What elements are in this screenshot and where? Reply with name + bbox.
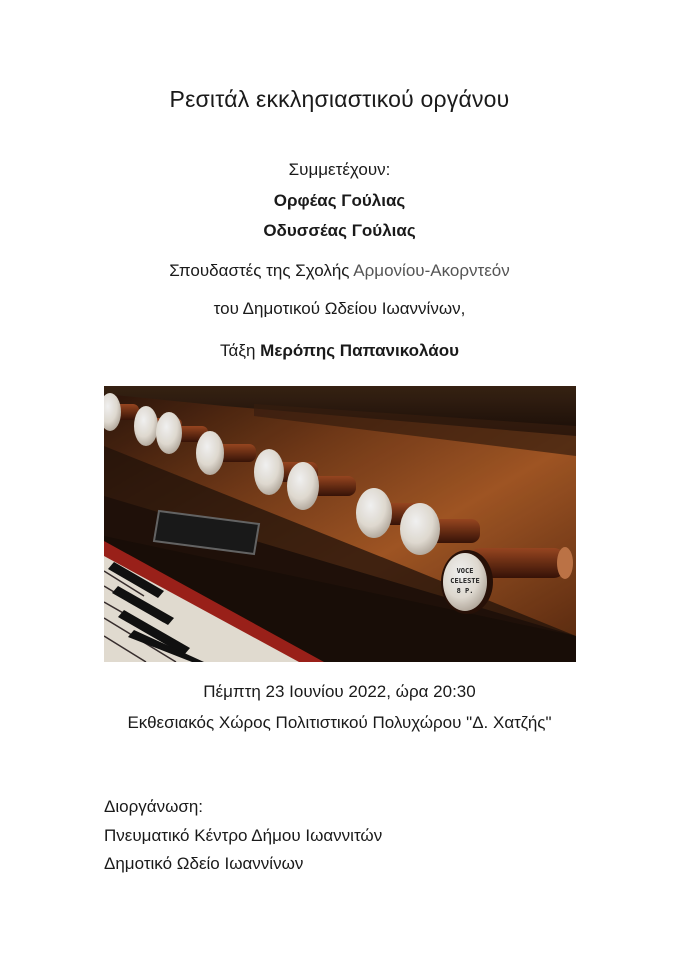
school-name: Αρμονίου-Ακορντεόν — [353, 261, 510, 280]
participants-label: Συμμετέχουν: — [288, 160, 391, 179]
class-line — [0, 341, 679, 361]
performer-name: Ορφέας Γούλιας — [273, 191, 406, 210]
knob-label: 8 P. — [456, 587, 474, 595]
class-prefix: Τάξη — [220, 341, 261, 360]
organization-label: Διοργάνωση: — [104, 797, 204, 816]
knob-label: CELESTE — [450, 577, 480, 585]
organizer-name: Δημοτικό Ωδείο Ιωαννίνων — [104, 854, 304, 873]
teacher-name: Μερόπης Παπανικολάου — [260, 341, 459, 360]
organizer-name: Πνευματικό Κέντρο Δήμου Ιωαννιτών — [104, 826, 383, 845]
event-venue: Εκθεσιακός Χώρος Πολιτιστικού Πολυχώρου "Δ. Χατζής" — [127, 713, 552, 732]
performer-name: Οδυσσέας Γούλιας — [263, 221, 416, 240]
conservatory-line: του Δημοτικού Ωδείου Ιωαννίνων, — [213, 299, 466, 318]
organ-stop-knobs-photo — [104, 386, 576, 662]
students-line — [0, 261, 679, 281]
knob-label: VOCE — [456, 567, 474, 575]
students-prefix: Σπουδαστές της Σχολής — [169, 261, 354, 280]
page-title: Ρεσιτάλ εκκλησιαστικού οργάνου — [169, 86, 510, 112]
event-date-time: Πέμπτη 23 Ιουνίου 2022, ώρα 20:30 — [203, 682, 476, 701]
